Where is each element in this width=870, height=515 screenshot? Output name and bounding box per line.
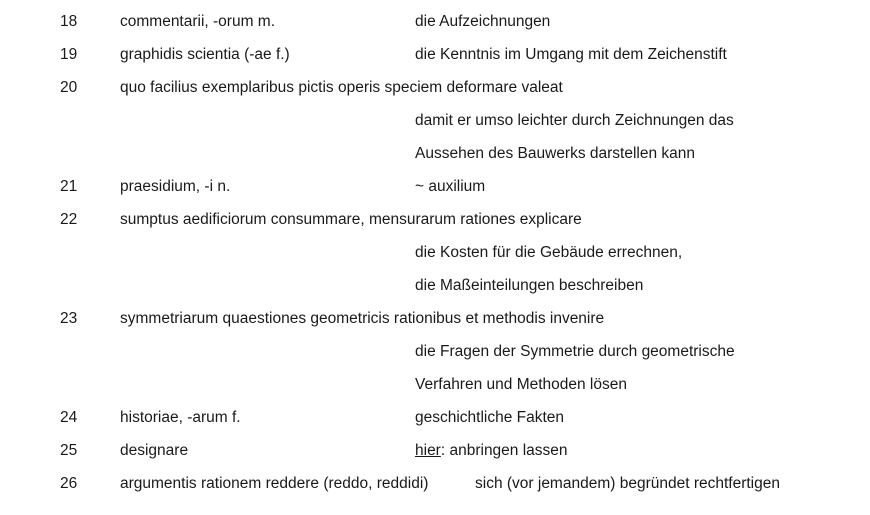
line-number: 18	[60, 13, 78, 30]
latin-term: sumptus aedificiorum consummare, mensurarum rationes explicare	[120, 211, 582, 228]
line-number: 25	[60, 442, 78, 459]
line-number: 20	[60, 79, 78, 96]
german-translation: die Aufzeichnungen	[415, 13, 551, 30]
underlined-prefix: hier	[415, 442, 441, 459]
german-translation: Aussehen des Bauwerks darstellen kann	[415, 145, 696, 162]
german-translation: die Maßeinteilungen beschreiben	[415, 277, 644, 294]
line-number: 19	[60, 46, 78, 63]
latin-term: commentarii, -orum m.	[120, 13, 276, 30]
latin-term: quo facilius exemplaribus pictis operis speciem deformare valeat	[120, 79, 563, 96]
latin-term: historiae, -arum f.	[120, 409, 241, 426]
german-translation: geschichtliche Fakten	[415, 409, 565, 426]
german-translation: damit er umso leichter durch Zeichnungen das	[415, 112, 734, 129]
line-number: 23	[60, 310, 78, 327]
latin-term: graphidis scientia (-ae f.)	[120, 46, 290, 63]
german-translation: Verfahren und Methoden lösen	[415, 376, 627, 393]
german-translation: die Kosten für die Gebäude errechnen,	[415, 244, 683, 261]
latin-term: designare	[120, 442, 189, 459]
line-number: 21	[60, 178, 78, 195]
latin-term: argumentis rationem reddere (reddo, reddidi)	[120, 475, 429, 492]
latin-term: praesidium, -i n.	[120, 178, 231, 195]
german-translation	[415, 434, 568, 467]
line-number: 26	[60, 475, 78, 492]
german-translation: sich (vor jemandem) begründet rechtfertigen	[475, 475, 780, 492]
german-translation: die Kenntnis im Umgang mit dem Zeichenstift	[415, 46, 727, 63]
line-number: 24	[60, 409, 78, 426]
translation-text: : anbringen lassen	[440, 442, 568, 459]
german-translation: ~ auxilium	[415, 178, 486, 195]
latin-term: symmetriarum quaestiones geometricis rationibus et methodis invenire	[120, 310, 605, 327]
german-translation: die Fragen der Symmetrie durch geometrische	[415, 343, 735, 360]
line-number: 22	[60, 211, 78, 228]
